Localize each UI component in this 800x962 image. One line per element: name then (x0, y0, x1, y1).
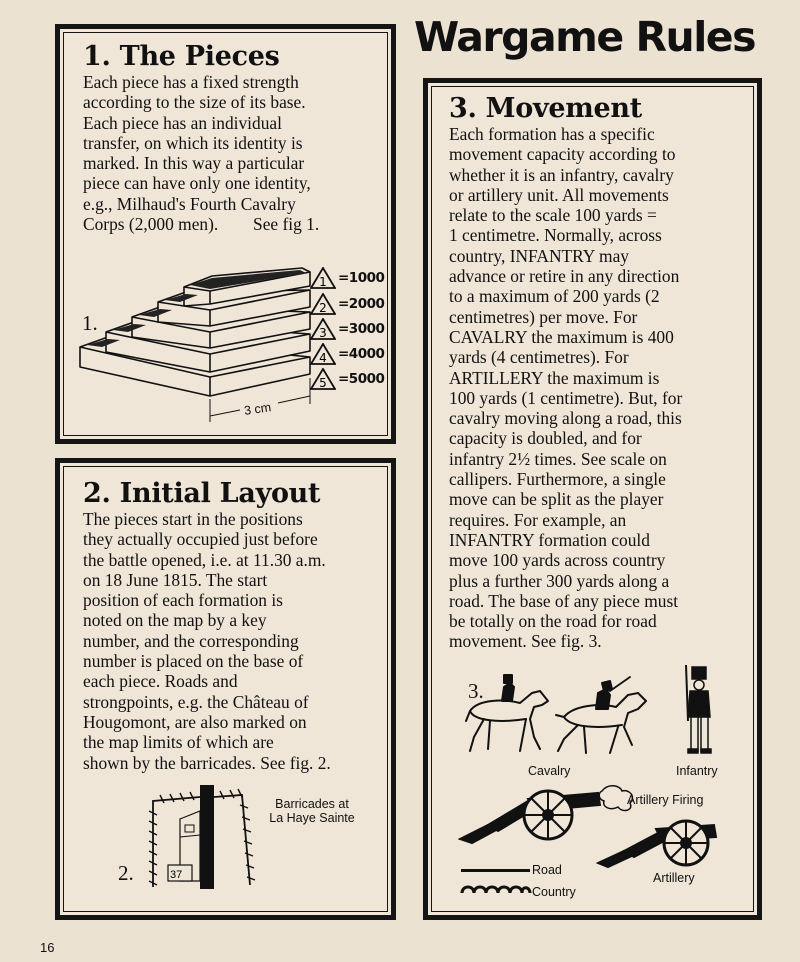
cavalry-icon (460, 669, 660, 769)
scale-label: 3 cm (243, 400, 272, 418)
svg-text:37: 37 (170, 869, 183, 881)
strength-row-4: 4 =4000 (310, 343, 384, 365)
barricades-label: Barricades at La Haye Sainte (269, 797, 355, 825)
movement-box (423, 78, 762, 920)
page-title: Wargame Rules (414, 13, 755, 61)
svg-text:1: 1 (319, 275, 327, 289)
pieces-text: Each piece has a fixed strength according to the size of its base. Each piece has an individual transfer, on which its identity is marked. In this way a particular piece can have only one identity, e.g., Milhaud's Fourth Cavalry Corps (2,000 men). See fig 1. (83, 72, 320, 235)
strength-triangle-icon (310, 293, 336, 315)
pieces-box (55, 24, 396, 444)
svg-text:3: 3 (319, 326, 327, 340)
strength-row-5: 5 =5000 (310, 368, 384, 390)
svg-text:4: 4 (319, 351, 327, 365)
svg-text:2: 2 (319, 301, 327, 315)
movement-heading: 3. Movement (449, 93, 642, 124)
strength-row-3: 3 =3000 (310, 318, 384, 340)
country-line (460, 881, 532, 897)
barricade-icon (138, 781, 268, 901)
layout-box (55, 458, 396, 920)
artillery-label: Artillery (653, 871, 695, 885)
cannon-icon (596, 813, 746, 873)
strength-triangle-icon (310, 368, 336, 390)
stepped-bases-figure (70, 254, 320, 424)
page-number: 16 (40, 940, 55, 955)
cavalry-label: Cavalry (528, 764, 571, 778)
road-line (461, 869, 530, 872)
strength-row-1: 1 =1000 (310, 267, 384, 289)
pieces-heading: 1. The Pieces (83, 41, 280, 72)
artillery-firing-label: Artillery Firing (627, 793, 704, 807)
layout-heading: 2. Initial Layout (83, 478, 321, 509)
strength-triangle-icon (310, 267, 336, 289)
strength-row-2: 2 =2000 (310, 293, 384, 315)
fig1-number: 1. (82, 311, 98, 335)
svg-text:5: 5 (319, 376, 327, 390)
country-label: Country (532, 885, 576, 899)
movement-text: Each formation has a specific movement capacity according to whether it is an infantry, cavalry or artillery unit. All movements relate to the scale 100 yards = 1 centimetre. Normally, across country, INFANTRY may advance or retire in any direction to a maximum of 200 yards (2 centimetres) per move. For CAVALRY the maximum is 400 yards (4 centimetres). For ARTILLERY the maximum is 100 yards (1 centimetre). But, for cavalry moving along a road, this capacity is doubled, and for infantry 2½ times. See scale on callipers. Furthermore, a single move can be split as the player requires. For example, an INFANTRY formation could move 100 yards across country plus a further 300 yards along a road. The base of any piece must be totally on the road for road movement. See fig. 3. (449, 124, 683, 652)
fig2-number: 2. (118, 861, 134, 885)
road-label: Road (532, 863, 562, 877)
strength-triangle-icon (310, 318, 336, 340)
infantry-label: Infantry (676, 764, 718, 778)
strength-triangle-icon (310, 343, 336, 365)
fig3-number: 3. (468, 679, 484, 703)
layout-text: The pieces start in the positions they actually occupied just before the battle opened, i.e. at 11.30 a.m. on 18 June 1815. The start position of each formation is noted on the map by a key number, and the corresponding number is placed on the base of each piece. Roads and strongpoints, e.g. the Château of Hougomont, are also marked on the map limits of which are shown by the barricades. See fig. 2. (83, 509, 331, 773)
infantry-icon (680, 661, 720, 759)
